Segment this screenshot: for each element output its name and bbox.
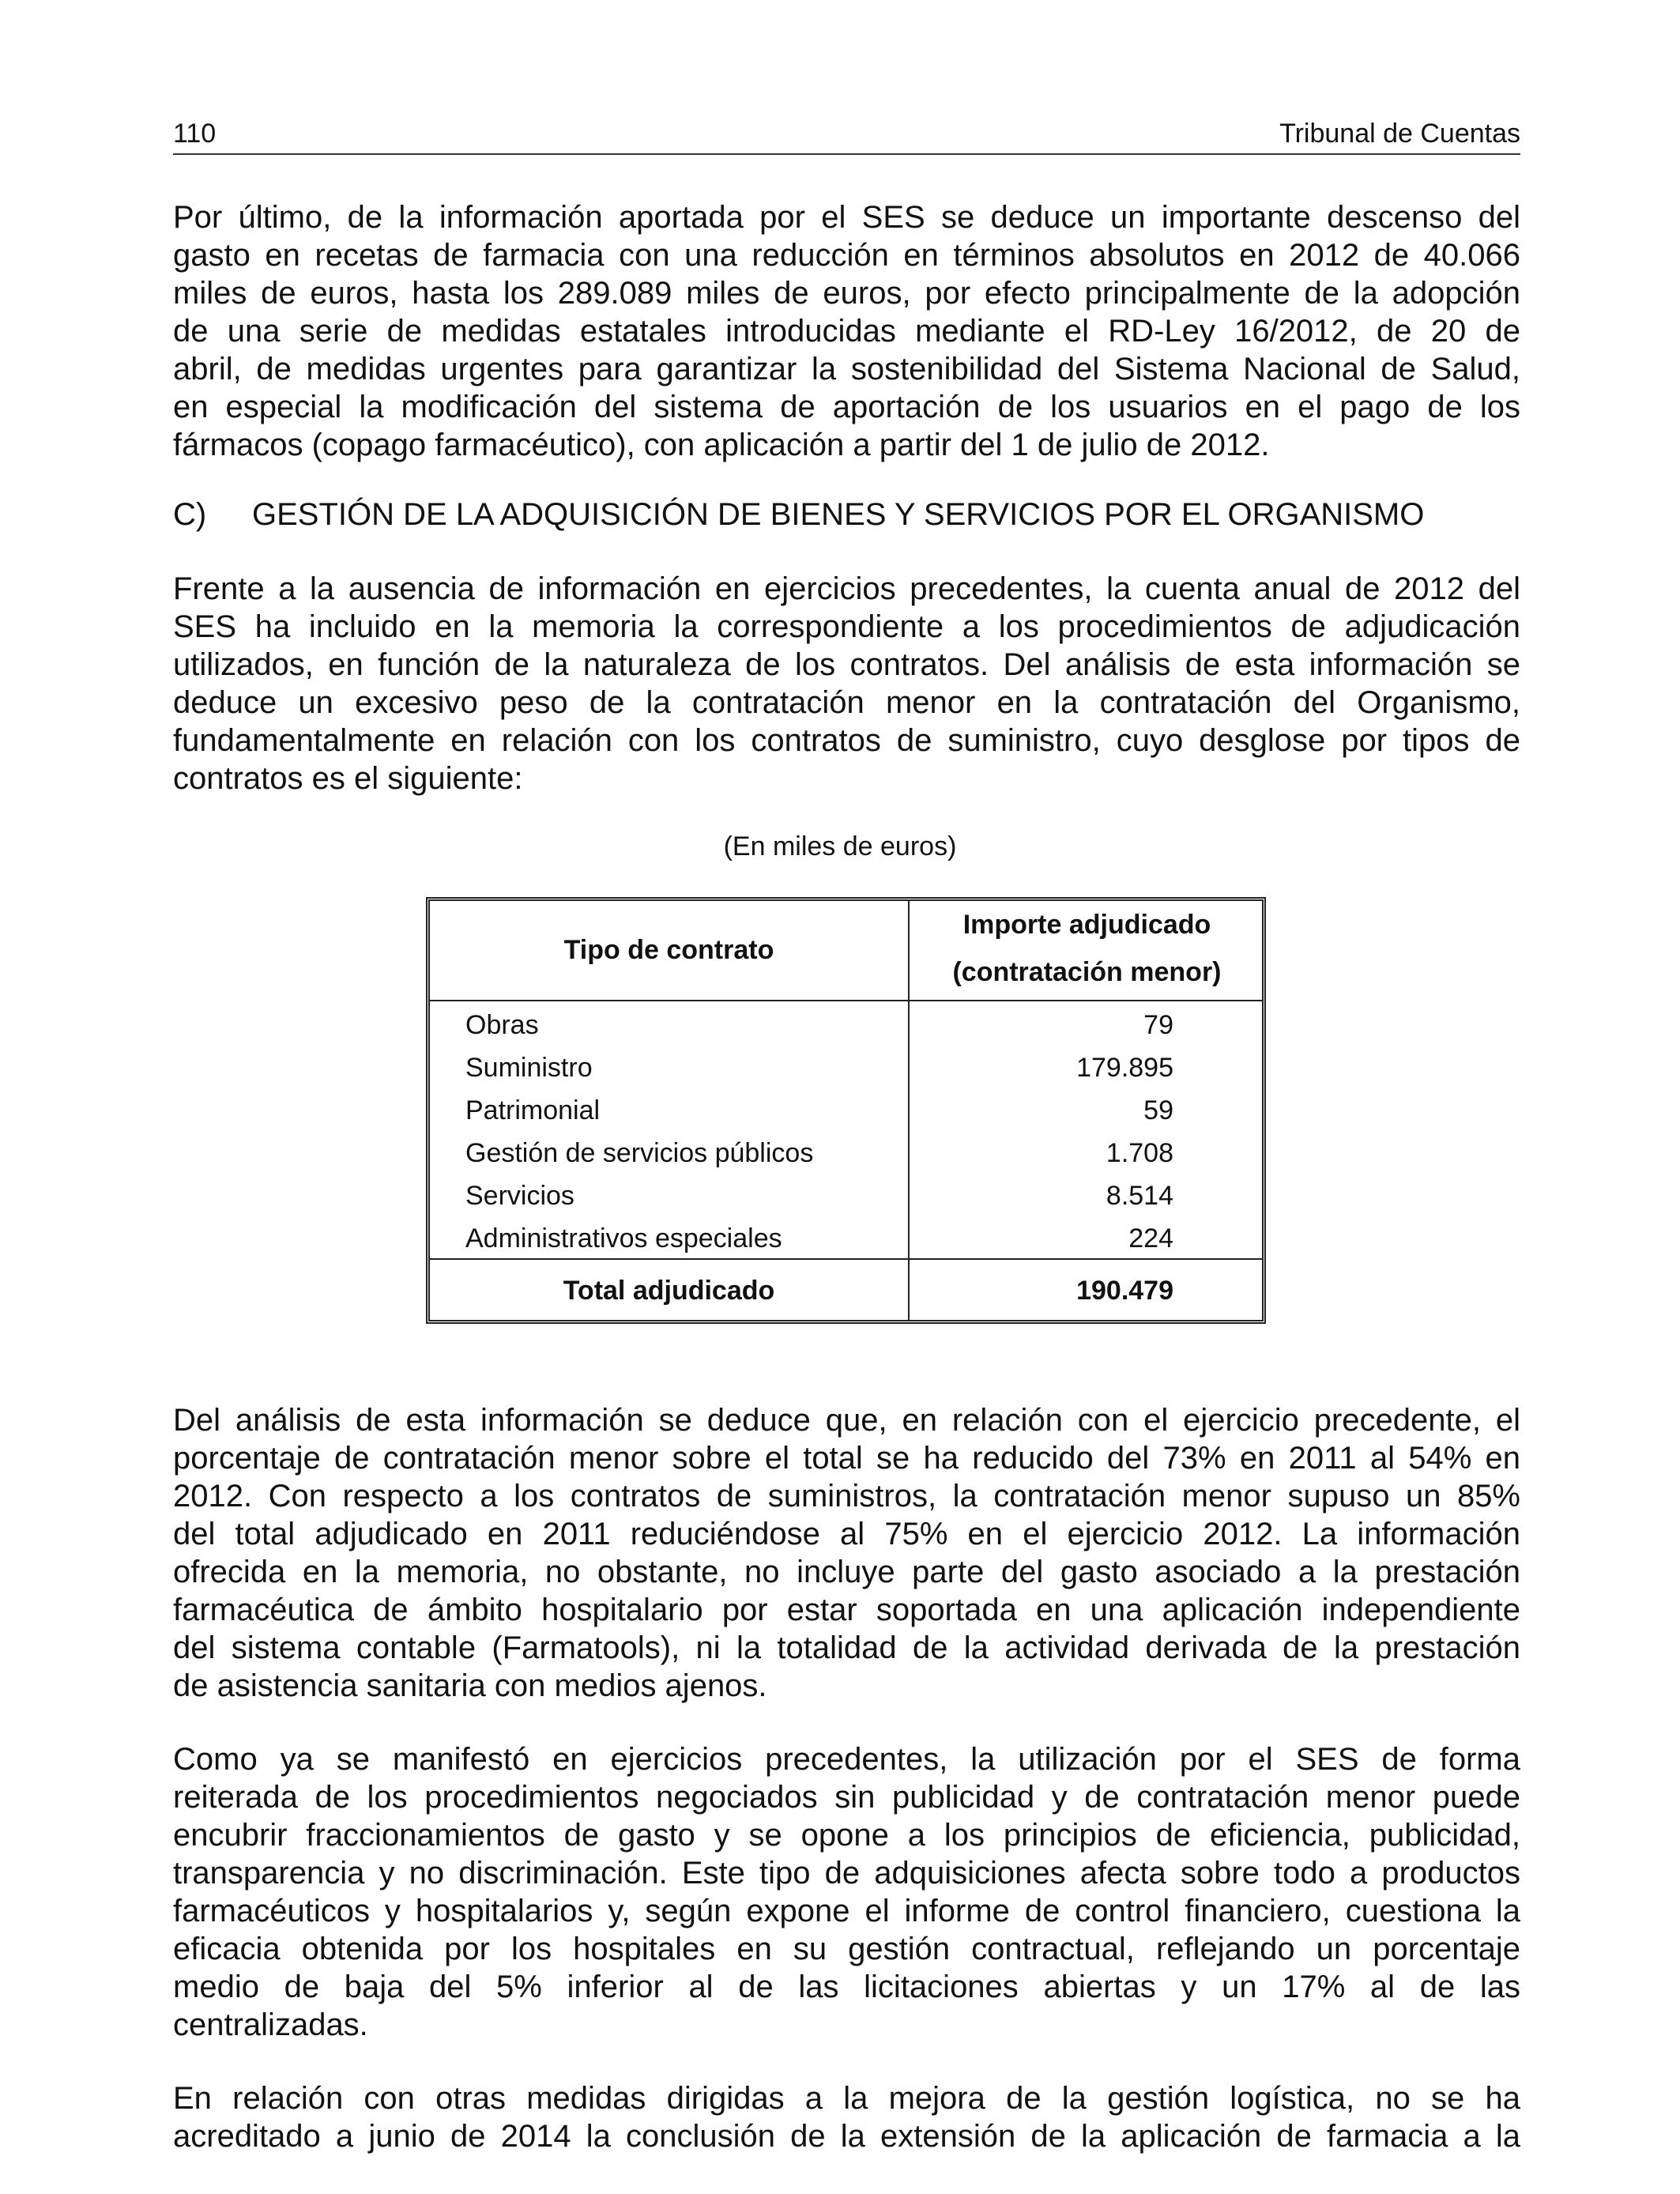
paragraph-farmacia-recetas <box>173 198 1520 464</box>
text-line: encubrir fraccionamientos de gasto y se opone a los principios de eficiencia, publicidad, <box>173 1818 1520 1853</box>
cell-amount: 59 <box>1143 1095 1173 1125</box>
cell-amount: 8.514 <box>1106 1181 1173 1211</box>
cell-contract-type: Patrimonial <box>465 1095 601 1125</box>
paragraph-gestion-logistica <box>173 2079 1520 2155</box>
table-body <box>430 1004 1262 1260</box>
text-line: fundamentalmente en relación con los contratos de suministro, cuyo desglose por tipos de <box>173 723 1520 758</box>
paragraph-adquisicion-intro <box>173 570 1520 797</box>
text-line: del total adjudicado en 2011 reduciéndose al 75% en el ejercicio 2012. La información <box>173 1517 1520 1551</box>
cell-contract-type: Suministro <box>465 1053 593 1083</box>
section-title: GESTIÓN DE LA ADQUISICIÓN DE BIENES Y SERVICIOS POR EL ORGANISMO <box>252 497 1425 532</box>
text-line: acreditado a junio de 2014 la conclusión de la extensión de la aplicación de farmacia a la <box>173 2119 1520 2154</box>
text-line: de una serie de medidas estatales introducidas mediante el RD-Ley 16/2012, de 20 de <box>173 314 1520 349</box>
text-line: Como ya se manifestó en ejercicios precedentes, la utilización por el SES de forma <box>173 1742 1520 1777</box>
column-header-amount-line2: (contratación menor) <box>952 957 1222 987</box>
text-line: contratos es el siguiente: <box>173 761 523 796</box>
running-title: Tribunal de Cuentas <box>1279 119 1520 149</box>
text-line: miles de euros, hasta los 289.089 miles de euros, por efecto principalmente de la adopción <box>173 276 1520 311</box>
cell-contract-type: Administrativos especiales <box>465 1223 782 1253</box>
cell-amount: 79 <box>1143 1010 1173 1040</box>
table-row <box>430 1132 1262 1174</box>
text-line: porcentaje de contratación menor sobre el total se ha reducido del 73% en 2011 al 54% en <box>173 1441 1520 1476</box>
table-row <box>430 1004 1262 1046</box>
text-line: centralizadas. <box>173 2007 368 2042</box>
text-line: farmacéutica de ámbito hospitalario por estar soportada en una aplicación independiente <box>173 1593 1520 1627</box>
table-row <box>430 1089 1262 1132</box>
text-line: deduce un excesivo peso de la contratación menor en la contratación del Organismo, <box>173 685 1520 720</box>
cell-amount: 179.895 <box>1076 1053 1173 1083</box>
cell-contract-type: Servicios <box>465 1181 574 1211</box>
table-row <box>430 1217 1262 1260</box>
column-header-amount-line1: Importe adjudicado <box>962 910 1211 940</box>
cell-amount: 224 <box>1128 1223 1173 1253</box>
text-line: del sistema contable (Farmatools), ni la totalidad de la actividad derivada de la prestación <box>173 1630 1520 1665</box>
table-units-note: (En miles de euros) <box>723 831 957 861</box>
page-number: 110 <box>173 119 217 149</box>
text-line: 2012. Con respecto a los contratos de suministros, la contratación menor supuso un 85% <box>173 1479 1520 1514</box>
text-line: SES ha incluido en la memoria la correspondiente a los procedimientos de adjudicación <box>173 609 1520 644</box>
text-line: de asistencia sanitaria con medios ajenos. <box>173 1668 767 1703</box>
table-row <box>430 1174 1262 1217</box>
text-line: Del análisis de esta información se deduce que, en relación con el ejercicio precedente, el <box>173 1403 1520 1438</box>
column-header-type: Tipo de contrato <box>563 935 774 965</box>
text-line: Por último, de la información aportada por el SES se deduce un importante descenso del <box>173 200 1520 235</box>
text-line: abril, de medidas urgentes para garantizar la sostenibilidad del Sistema Nacional de Salud, <box>173 352 1520 386</box>
table-total-row <box>430 1263 1262 1318</box>
text-line: en especial la modificación del sistema de aportación de los usuarios en el pago de los <box>173 390 1520 424</box>
header-rule <box>430 1000 1262 1001</box>
cell-contract-type: Obras <box>465 1010 539 1040</box>
text-line: En relación con otras medidas dirigidas a la mejora de la gestión logística, no se ha <box>173 2081 1520 2116</box>
text-line: farmacéuticos y hospitalarios y, según expone el informe de control financiero, cuestiona la <box>173 1894 1520 1928</box>
paragraph-procedimientos <box>173 1740 1520 2044</box>
paragraph-analisis <box>173 1401 1520 1705</box>
text-line: transparencia y no discriminación. Este tipo de adquisiciones afecta sobre todo a productos <box>173 1856 1520 1891</box>
text-line: reiterada de los procedimientos negociados sin publicidad y de contratación menor puede <box>173 1780 1520 1815</box>
section-letter: C) <box>173 497 207 532</box>
text-line: eficacia obtenida por los hospitales en su gestión contractual, reflejando un porcentaje <box>173 1932 1520 1966</box>
total-amount: 190.479 <box>1076 1276 1173 1306</box>
text-line: fármacos (copago farmacéutico), con aplicación a partir del 1 de julio de 2012. <box>173 428 1270 462</box>
cell-amount: 1.708 <box>1106 1138 1173 1168</box>
total-label: Total adjudicado <box>563 1276 775 1306</box>
text-line: medio de baja del 5% inferior al de las licitaciones abiertas y un 17% al de las <box>173 1970 1520 2004</box>
text-line: utilizados, en función de la naturaleza de los contratos. Del análisis de esta información se <box>173 647 1520 682</box>
text-line: ofrecida en la memoria, no obstante, no incluye parte del gasto asociado a la prestación <box>173 1555 1520 1589</box>
text-line: gasto en recetas de farmacia con una reducción en términos absolutos en 2012 de 40.066 <box>173 238 1520 273</box>
section-heading <box>173 496 1424 533</box>
column-header-amount <box>908 901 1266 996</box>
text-line: Frente a la ausencia de información en ejercicios precedentes, la cuenta anual de 2012 del <box>173 571 1520 606</box>
page-header <box>173 112 1520 155</box>
cell-contract-type: Gestión de servicios públicos <box>465 1138 814 1168</box>
table-row <box>430 1046 1262 1089</box>
contract-table <box>426 897 1266 1324</box>
